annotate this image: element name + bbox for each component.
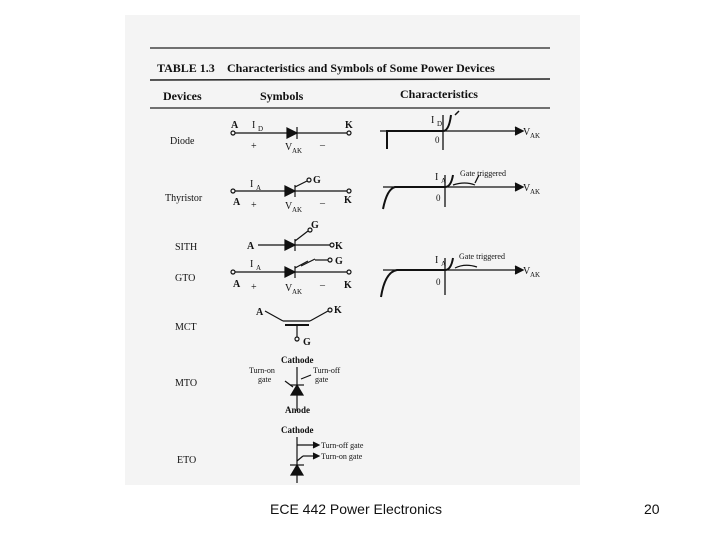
diode-symbol xyxy=(231,127,351,139)
svg-text:A: A xyxy=(441,260,447,268)
header-symbols: Symbols xyxy=(260,89,304,103)
svg-text:G: G xyxy=(303,337,311,348)
gto-gate-triggered: Gate triggered xyxy=(459,252,505,261)
svg-text:G: G xyxy=(335,256,343,267)
svg-text:–: – xyxy=(320,280,325,291)
svg-text:A: A xyxy=(247,241,255,252)
footer-title: ECE 442 Power Electronics xyxy=(270,501,442,517)
device-sith: SITH xyxy=(175,242,198,253)
svg-text:AK: AK xyxy=(292,206,303,214)
svg-text:Turn-on: Turn-on xyxy=(249,366,275,375)
device-diode: Diode xyxy=(170,136,195,147)
eto-symbol xyxy=(290,437,319,483)
mct-symbol xyxy=(265,308,332,341)
header-devices: Devices xyxy=(163,89,202,103)
svg-text:AK: AK xyxy=(292,147,303,155)
thyristor-symbol xyxy=(231,178,351,197)
svg-text:D: D xyxy=(437,120,443,128)
svg-text:gate: gate xyxy=(315,375,329,384)
diode-current-label: I xyxy=(252,120,256,131)
device-thyristor: Thyristor xyxy=(165,193,203,204)
svg-text:K: K xyxy=(334,305,342,316)
diode-characteristic xyxy=(380,111,523,150)
diode-char-current: I xyxy=(431,115,435,126)
svg-text:+: + xyxy=(251,282,257,293)
gto-characteristic xyxy=(381,258,523,297)
svg-text:AK: AK xyxy=(530,271,541,279)
header-characteristics: Characteristics xyxy=(400,87,478,101)
svg-text:V: V xyxy=(285,201,293,212)
diode-vak-label: V xyxy=(285,142,293,153)
table-title: Characteristics and Symbols of Some Power Devices xyxy=(227,61,495,75)
svg-text:A: A xyxy=(233,279,241,290)
diode-char-vak: V xyxy=(523,127,531,138)
diode-anode-label: A xyxy=(231,120,239,131)
svg-text:K: K xyxy=(344,195,352,206)
device-mct: MCT xyxy=(175,322,197,333)
device-mto: MTO xyxy=(175,378,198,389)
svg-text:AK: AK xyxy=(530,132,541,140)
svg-text:0: 0 xyxy=(436,277,441,287)
svg-text:A: A xyxy=(256,264,262,272)
diode-cathode-label: K xyxy=(345,120,353,131)
svg-text:V: V xyxy=(523,266,531,277)
thyristor-characteristic xyxy=(383,175,523,209)
svg-text:V: V xyxy=(523,183,531,194)
svg-text:0: 0 xyxy=(435,135,440,145)
svg-text:A: A xyxy=(441,177,447,185)
svg-text:AK: AK xyxy=(292,288,303,296)
thyristor-gate-triggered: Gate triggered xyxy=(460,169,506,178)
svg-text:I: I xyxy=(435,172,439,183)
eto-turn-off-label: Turn-off gate xyxy=(321,441,364,450)
page-number: 20 xyxy=(644,501,660,517)
svg-text:I: I xyxy=(250,259,254,270)
svg-text:A: A xyxy=(256,184,262,192)
svg-text:A: A xyxy=(233,197,241,208)
svg-text:+: + xyxy=(251,200,257,211)
svg-text:I: I xyxy=(250,179,254,190)
svg-text:AK: AK xyxy=(530,188,541,196)
svg-text:K: K xyxy=(344,280,352,291)
svg-text:A: A xyxy=(256,307,264,318)
svg-text:D: D xyxy=(258,125,264,133)
svg-text:G: G xyxy=(313,175,321,186)
device-eto: ETO xyxy=(177,455,197,466)
sith-symbol xyxy=(258,228,334,251)
svg-text:V: V xyxy=(285,283,293,294)
svg-text:0: 0 xyxy=(436,193,441,203)
scanned-table-figure xyxy=(125,15,580,485)
svg-text:K: K xyxy=(335,241,343,252)
svg-text:Turn-off: Turn-off xyxy=(313,366,341,375)
svg-text:–: – xyxy=(320,198,325,209)
mto-cathode-label: Cathode xyxy=(281,355,314,365)
mto-anode-label: Anode xyxy=(285,405,311,415)
svg-text:+: + xyxy=(251,141,257,152)
device-gto: GTO xyxy=(175,273,196,284)
eto-cathode-label: Cathode xyxy=(281,425,314,435)
svg-text:I: I xyxy=(435,255,439,266)
gto-symbol xyxy=(231,258,351,278)
eto-turn-on-label: Turn-on gate xyxy=(321,452,363,461)
svg-text:–: – xyxy=(320,140,325,151)
svg-text:G: G xyxy=(311,220,319,231)
table-number: TABLE 1.3 xyxy=(157,61,215,75)
svg-text:gate: gate xyxy=(258,375,272,384)
